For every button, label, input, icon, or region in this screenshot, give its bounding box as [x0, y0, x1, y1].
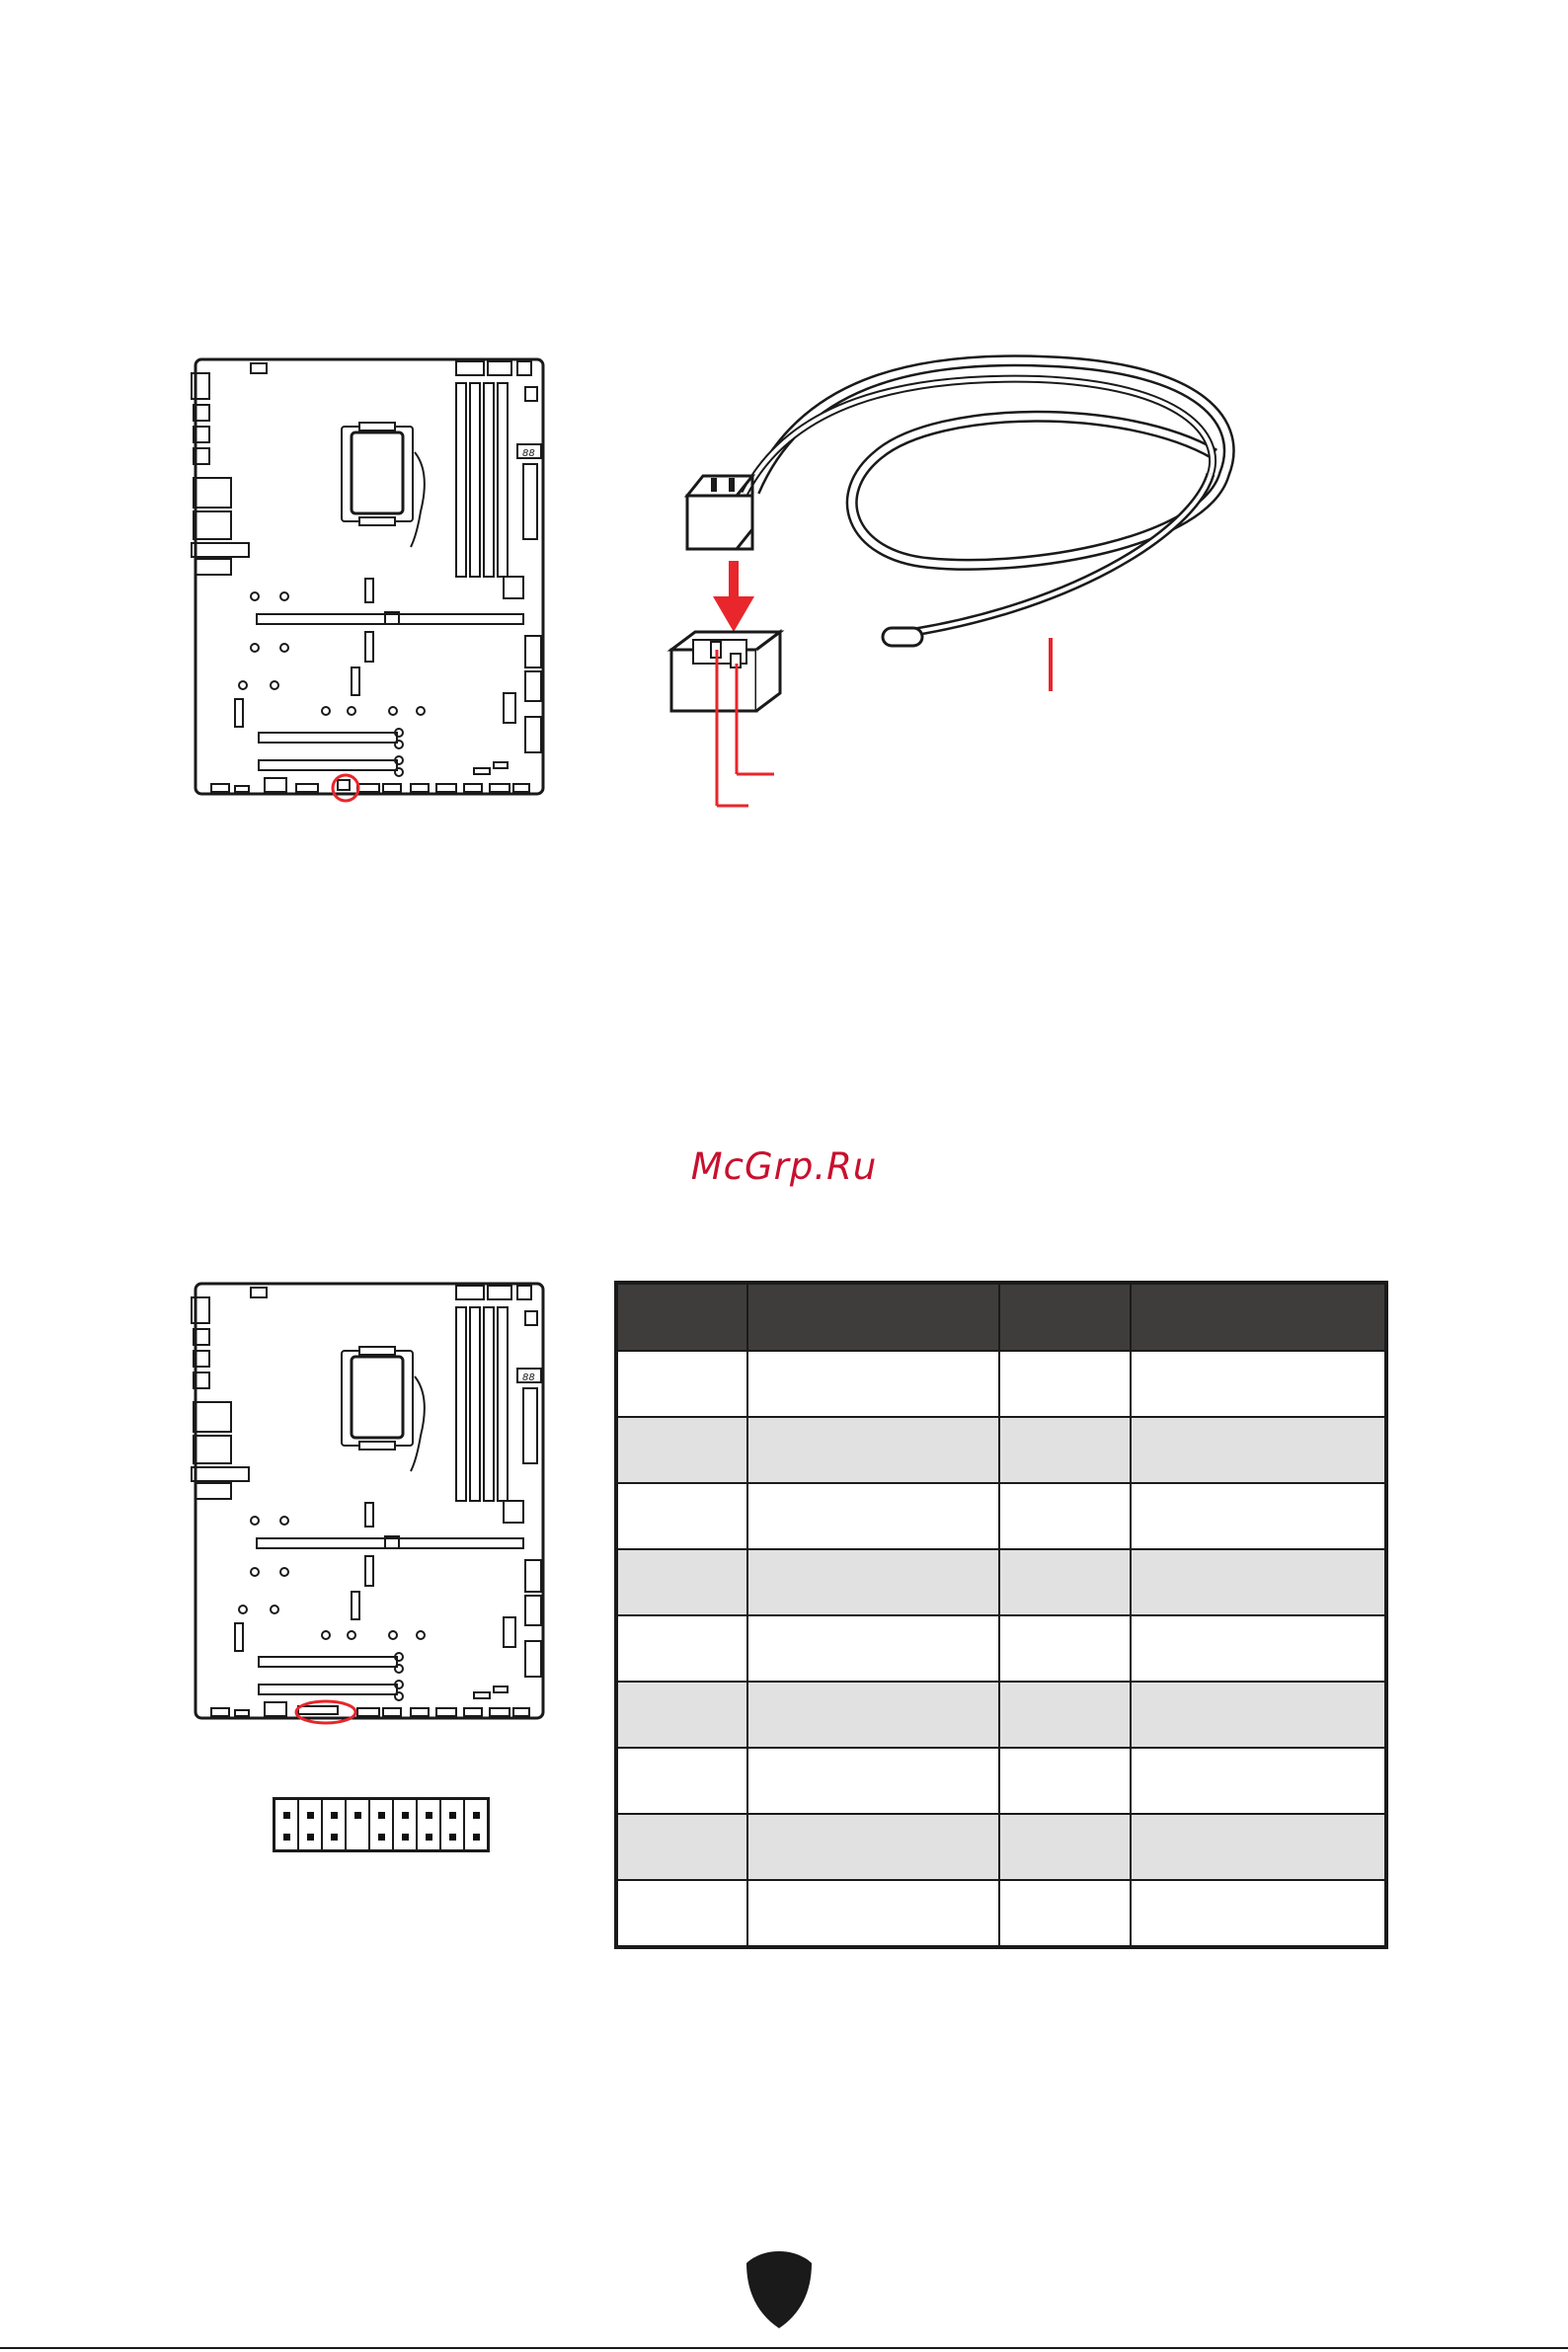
table-row — [616, 1351, 1386, 1417]
table-cell — [999, 1549, 1131, 1615]
table-cell — [747, 1880, 999, 1947]
table-cell — [747, 1549, 999, 1615]
table-cell — [999, 1417, 1131, 1483]
thermistor-cable-icon — [745, 360, 1229, 646]
table-cell — [1131, 1615, 1386, 1682]
fan-connector-plug-icon — [687, 476, 752, 549]
table-cell — [616, 1814, 747, 1880]
table-cell — [747, 1483, 999, 1549]
motherboard-diagram-bottom — [188, 1278, 553, 1730]
page-edge-divider — [0, 2347, 1568, 2349]
table-header-cell — [616, 1283, 747, 1351]
table-cell — [1131, 1682, 1386, 1748]
table-cell — [999, 1483, 1131, 1549]
table-cell — [616, 1351, 747, 1417]
table-cell — [999, 1880, 1131, 1947]
pin-definition-table — [614, 1281, 1388, 1949]
table-cell — [747, 1615, 999, 1682]
pin-column — [321, 1800, 345, 1849]
table-row — [616, 1880, 1386, 1947]
table-cell — [747, 1417, 999, 1483]
table-cell — [999, 1351, 1131, 1417]
table-cell — [747, 1682, 999, 1748]
table-cell — [616, 1417, 747, 1483]
table-header-cell — [1131, 1283, 1386, 1351]
watermark-text: McGrp.Ru — [690, 1145, 878, 1188]
insert-arrow-icon — [713, 561, 754, 632]
table-row — [616, 1615, 1386, 1682]
table-cell — [999, 1615, 1131, 1682]
table-row — [616, 1417, 1386, 1483]
table-cell — [747, 1814, 999, 1880]
table-cell — [616, 1549, 747, 1615]
table-header-cell — [747, 1283, 999, 1351]
table-row — [616, 1549, 1386, 1615]
svg-text:88: 88 — [522, 1372, 535, 1383]
table-cell — [999, 1748, 1131, 1814]
motherboard-diagram-top — [188, 353, 553, 806]
table-cell — [1131, 1880, 1386, 1947]
table-cell — [1131, 1483, 1386, 1549]
pin-column — [368, 1800, 392, 1849]
table-cell — [616, 1682, 747, 1748]
table-cell — [616, 1880, 747, 1947]
pin-column — [275, 1800, 297, 1849]
pin-column-keyed — [345, 1800, 368, 1849]
table-cell — [1131, 1814, 1386, 1880]
pin-column — [297, 1800, 321, 1849]
fan-header-socket-icon — [671, 632, 780, 711]
table-row — [616, 1682, 1386, 1748]
pin-column — [439, 1800, 463, 1849]
pin-column — [463, 1800, 487, 1849]
table-cell — [747, 1351, 999, 1417]
table-cell — [1131, 1417, 1386, 1483]
table-header-cell — [999, 1283, 1131, 1351]
table-cell — [999, 1682, 1131, 1748]
svg-text:88: 88 — [522, 448, 535, 459]
pin-column — [416, 1800, 439, 1849]
table-header-row — [616, 1283, 1386, 1351]
connector-diagram — [652, 346, 1264, 820]
pin-column — [392, 1800, 416, 1849]
table-cell — [616, 1483, 747, 1549]
table-row — [616, 1814, 1386, 1880]
table-cell — [1131, 1748, 1386, 1814]
table-cell — [1131, 1549, 1386, 1615]
table-cell — [616, 1748, 747, 1814]
pin-header-diagram — [273, 1797, 490, 1852]
table-cell — [1131, 1351, 1386, 1417]
table-row — [616, 1483, 1386, 1549]
table-cell — [999, 1814, 1131, 1880]
table-cell — [747, 1748, 999, 1814]
table-row — [616, 1748, 1386, 1814]
msi-shield-icon — [745, 2249, 814, 2330]
table-cell — [616, 1615, 747, 1682]
